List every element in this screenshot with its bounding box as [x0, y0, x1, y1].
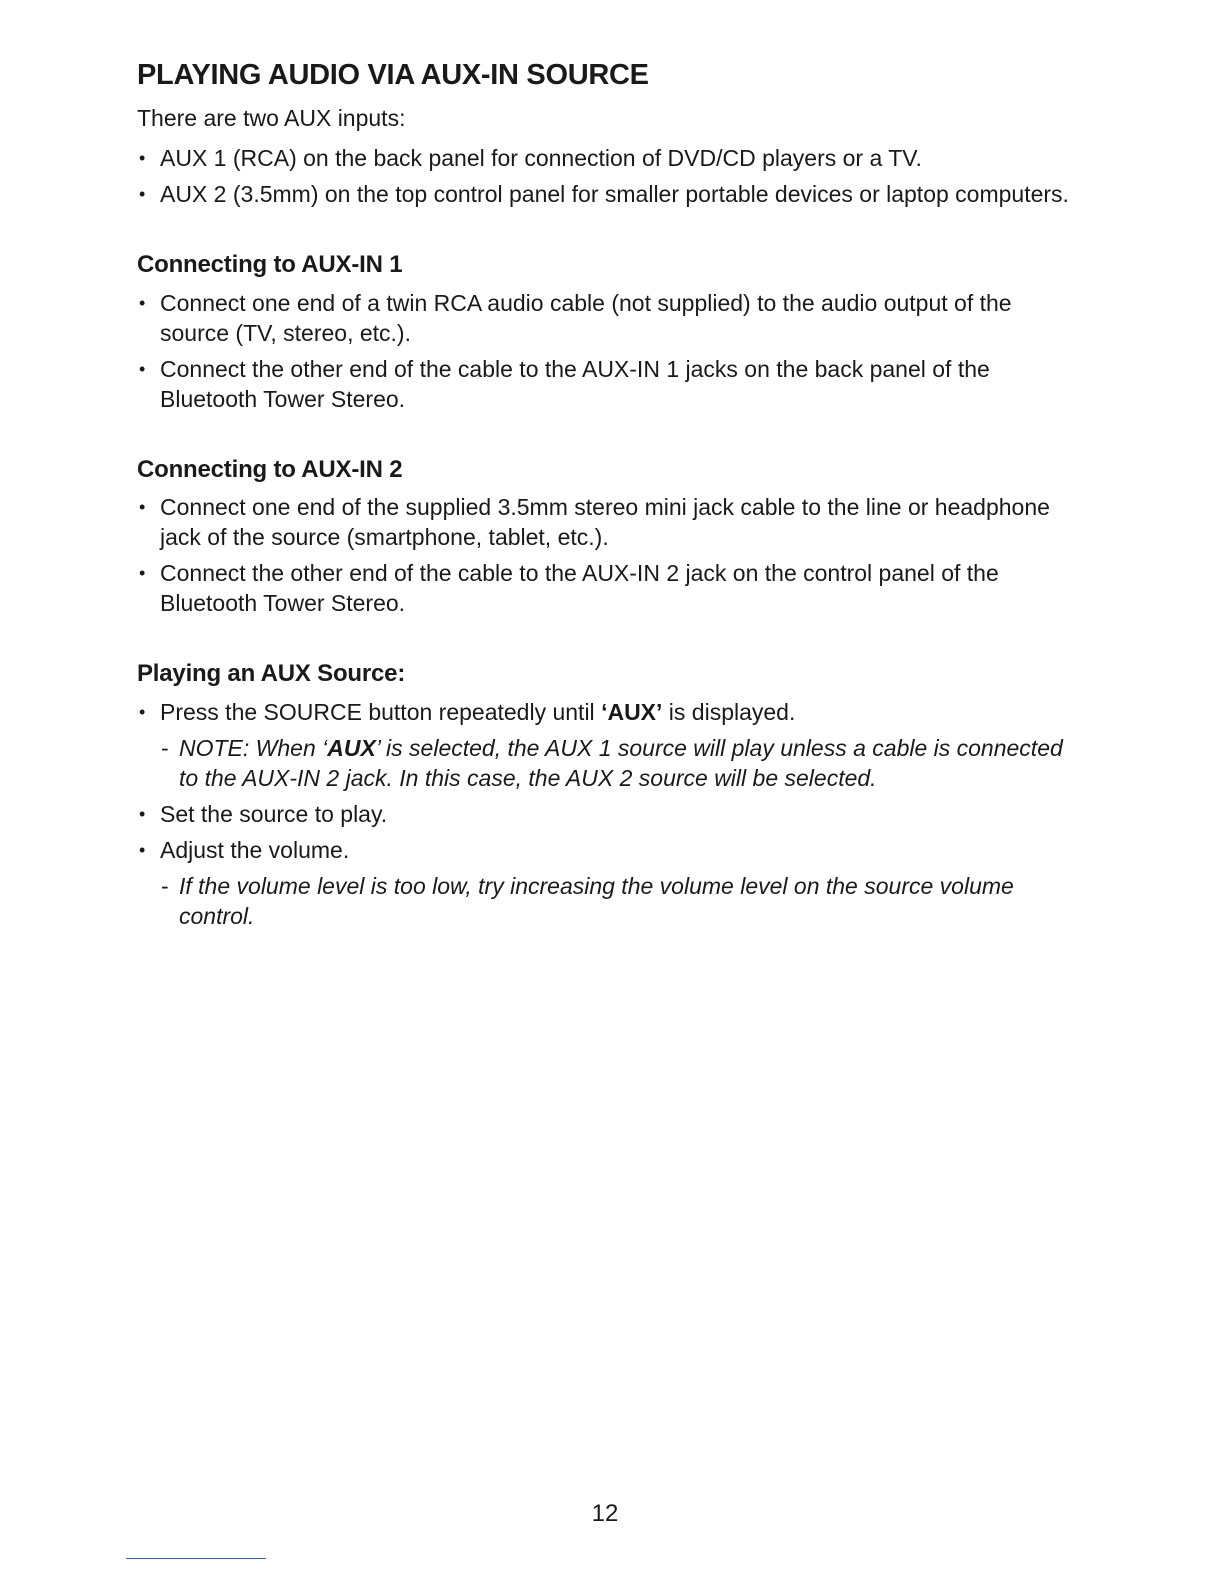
manual-page — [137, 58, 1077, 937]
note-text: ’ is selected, the AUX 1 source will play unless a cable is connected to the AUX-IN 2 jack. In this case, the AUX 2 source will be selected. — [179, 735, 1063, 792]
section-aux-in-2 — [137, 456, 1077, 619]
list-item: • AUX 1 (RCA) on the back panel for connection of DVD/CD players or a TV. — [137, 143, 1077, 173]
section-aux-in-1 — [137, 251, 1077, 414]
aux-in-2-steps — [137, 492, 1077, 618]
note-text: NOTE: When ‘ — [179, 735, 328, 762]
aux-in-1-steps — [137, 288, 1077, 414]
note-text: If the volume level is too low, try increasing the volume level on the source volume control. — [179, 873, 1014, 930]
list-item: • Connect one end of a twin RCA audio cable (not supplied) to the audio output of the source (TV, stereo, etc.). — [137, 288, 1077, 348]
playing-steps — [137, 697, 1077, 727]
aux-inputs-list — [137, 143, 1077, 209]
list-item-press-source — [137, 697, 1077, 727]
note-dash: - — [161, 735, 169, 762]
list-item: • Connect the other end of the cable to the AUX-IN 2 jack on the control panel of the Bluetooth Tower Stereo. — [137, 558, 1077, 618]
page-number: 12 — [591, 1500, 619, 1527]
section-heading: Playing an AUX Source: — [137, 660, 406, 688]
section-heading: Connecting to AUX-IN 1 — [137, 250, 403, 278]
step-text: is displayed. — [662, 699, 796, 726]
section-playing-aux — [137, 660, 1077, 931]
list-item: • Adjust the volume. — [137, 835, 1077, 865]
page-title: PLAYING AUDIO VIA AUX-IN SOURCE — [137, 59, 649, 91]
section-heading: Connecting to AUX-IN 2 — [137, 455, 403, 483]
list-item: • Connect the other end of the cable to the AUX-IN 1 jacks on the back panel of the Bluetooth Tower Stereo. — [137, 354, 1077, 414]
aux-label: AUX — [607, 699, 657, 726]
playing-steps-continued — [137, 799, 1077, 865]
footnote-divider — [126, 1558, 266, 1559]
close-quote: ’ — [656, 699, 663, 726]
open-quote: ‘ — [601, 699, 608, 726]
list-item: • Set the source to play. — [137, 799, 1077, 829]
note-volume — [137, 871, 1077, 931]
aux-label: AUX — [327, 735, 376, 762]
intro-text: There are two AUX inputs: — [137, 104, 406, 131]
list-item: • Connect one end of the supplied 3.5mm stereo mini jack cable to the line or headphone jack of the source (smartphone, tablet, etc.). — [137, 492, 1077, 552]
list-item: • AUX 2 (3.5mm) on the top control panel for smaller portable devices or laptop computers. — [137, 179, 1077, 209]
step-text: Press the SOURCE button repeatedly until — [160, 699, 602, 726]
note-dash: - — [161, 873, 169, 900]
note-aux-selection — [137, 733, 1077, 793]
